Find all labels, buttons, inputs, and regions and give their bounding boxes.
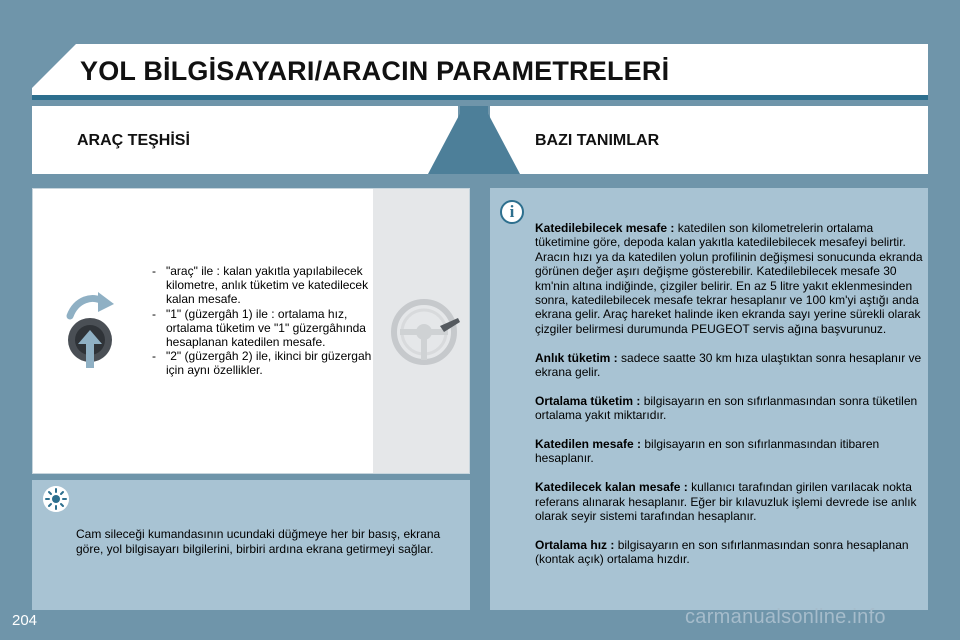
list-item: - "araç" ile : kalan yakıtla yapılabilecek kilometre, anlık tüketim ve katedilecek kalan mesafe. bbox=[150, 264, 372, 307]
definition-text: sadece saatte 30 km hıza ulaştıktan sonra hesaplanır ve ekrana gelir. bbox=[535, 350, 922, 380]
steering-wheel-icon bbox=[388, 296, 460, 368]
definition-term: Katedilecek kalan mesafe : bbox=[535, 480, 688, 495]
definition-term: Katedilen mesafe : bbox=[535, 437, 642, 452]
definition-item bbox=[535, 480, 923, 523]
info-icon: i bbox=[500, 200, 524, 224]
definition-item bbox=[535, 538, 923, 567]
page-title: YOL BİLGİSAYARI/ARACIN PARAMETRELERİ bbox=[80, 56, 670, 86]
tip-text: Cam sileceği kumandasının ucundaki düğmeye her bir basış, ekrana göre, yol bilgisayarı bilgilerini, birbiri ardına ekrana getirmeyi sağlar. bbox=[76, 527, 441, 556]
watermark: carmanualsonline.info bbox=[685, 606, 886, 628]
definition-item bbox=[535, 394, 923, 423]
header-shade bbox=[460, 106, 520, 174]
list-item: - "2" (güzergâh 2) ile, ikinci bir güzergah için aynı özellikler. bbox=[150, 349, 372, 377]
definition-text: bilgisayarın en son sıfırlanmasından sonra hesaplanan (kontak açık) ortalama hızdır. bbox=[535, 537, 909, 567]
definition-item bbox=[535, 437, 923, 466]
section-title-diagnostics: ARAÇ TEŞHİSİ bbox=[77, 132, 190, 149]
definition-term: Ortalama tüketim : bbox=[535, 393, 641, 408]
title-accent-line bbox=[32, 95, 928, 100]
definition-text: kullanıcı tarafından girilen varılacak nokta referans alınarak hesaplanır. Eğer bir kılavuzluk işlemi devrede ise anlık olarak seyir sistemi tarafından hesaplanır. bbox=[535, 480, 917, 524]
definition-term: Katedilebilecek mesafe : bbox=[535, 221, 675, 235]
page-number: 204 bbox=[12, 612, 38, 629]
stalk-button-icon bbox=[64, 290, 120, 374]
definition-item bbox=[535, 221, 923, 336]
section-title-definitions: BAZI TANIMLAR bbox=[535, 132, 660, 149]
list-item: - "1" (güzergâh 1) ile : ortalama hız, ortalama tüketim ve "1" güzergâhında hesaplanan katedilen mesafe. bbox=[150, 307, 372, 350]
definition-item bbox=[535, 351, 923, 380]
sun-icon bbox=[43, 486, 69, 512]
display-modes-list bbox=[150, 264, 372, 378]
definition-term: Anlık tüketim : bbox=[535, 350, 618, 365]
definition-term: Ortalama hız : bbox=[535, 537, 615, 552]
definition-text: katedilen son kilometrelerin ortalama tüketimine göre, depoda kalan yakıtla katedilebilecek mesafeyi belirtir. Aracın hızı ya da katedilen yolun profilinin değişmesi sonucunda ekranda görünen değer aşırı değişme gösterebilir. Katedilebilecek mesafe 30 km'nin altına indiğinde, çizgiler belirir. En az 5 litre yakıt eklenmesinden sonra, katedilebilecek mesafe tekrar hesaplanır ve 100 km'yi aştığı anda ekrana gelir. Araç hareket halinde iken ekranda sayı yerine sürekli olarak çizgiler belirmesi durumunda PEUGEOT servis ağına başvurunuz. bbox=[535, 221, 923, 336]
definition-text: bilgisayarın en son sıfırlanmasından itibaren hesaplanır. bbox=[535, 437, 880, 466]
definitions-list bbox=[535, 221, 923, 581]
definition-text: bilgisayarın en son sıfırlanmasından sonra tüketilen ortalama yakıt miktarıdır. bbox=[535, 393, 918, 423]
